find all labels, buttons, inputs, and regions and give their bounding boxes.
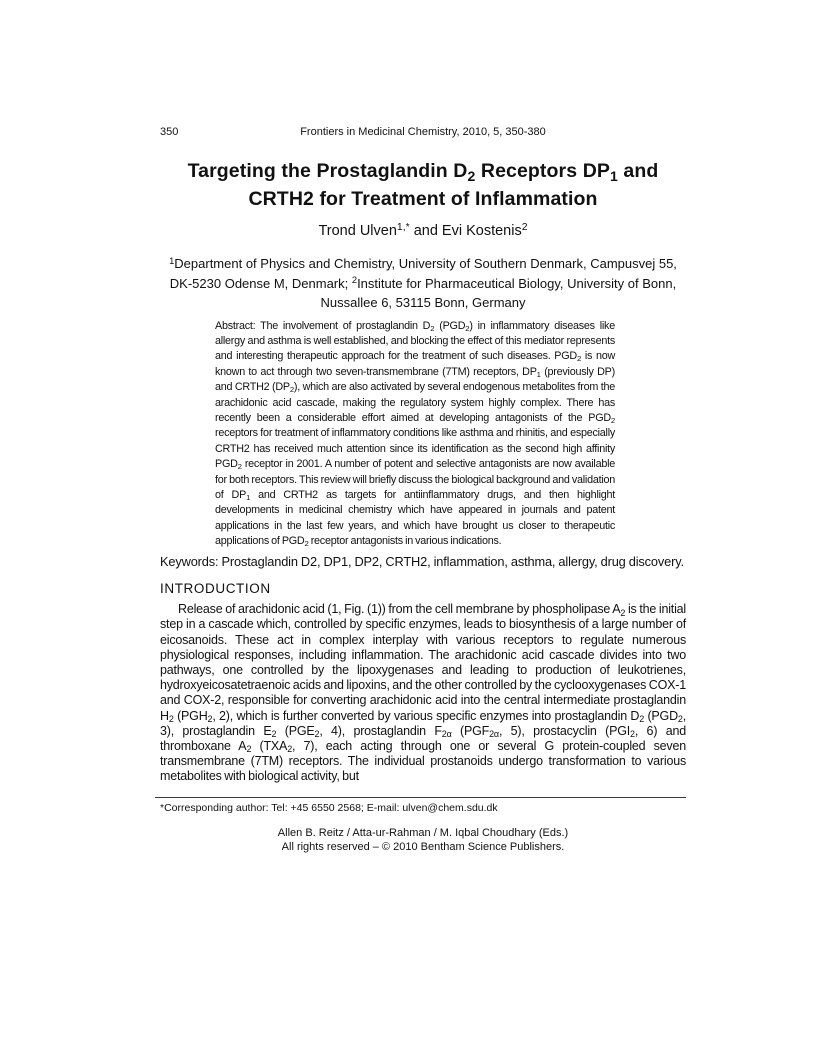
keywords-line	[160, 554, 686, 571]
corresponding-author-footnote: *Corresponding author: Tel: +45 6550 2568; E-mail: ulven@chem.sdu.dk	[160, 801, 498, 814]
footnote-divider	[155, 797, 686, 798]
authors-line: Trond Ulven$^{1,*}$ and Evi Kostenis$^2$	[318, 222, 528, 239]
intro-paragraph: Release of arachidonic acid (1, Fig. (1)) from the cell membrane by phospholipase $A_2$ is the initial step in a cascade which, controlled by specific enzymes, leads to biosynthesis of a large number of eicosanoids. These act in complex interplay with various receptors to regulate numerous physiological responses, including inflammation. The arachidonic acid cascade divides into two pathways, one controlled by the lipoxygenases and leading to production of leukotrienes, hydroxyeicosatetraenoic acids and lipoxins, and the other controlled by the cyclooxygenases COX-1 and COX-2, responsible for converting arachidonic acid into the central intermediate prostaglandin $H_2$ ($PGH_2$, 2), which is further converted by various specific enzymes into prostaglandin $D_2$ ($PGD_2$, 3), prostaglandin $E_2$ ($PGE_2$, 4), prostaglandin $F_{2\alpha}$ ($PGF_{2\alpha}$, 5), prostacyclin ($PGI_2$, 6) and thromboxane $A_2$ ($TXA_2$, 7), each acting through one or several G protein-coupled seven transmembrane (7TM) receptors. The individual prostanoids undergo transformation to various metabolites with biological activity, but	[160, 602, 686, 784]
keywords-text: Prostaglandin D2, DP1, DP2, CRTH2, inflammation, asthma, allergy, drug discovery.	[221, 553, 684, 569]
footer-editors: Allen B. Reitz / Atta-ur-Rahman / M. Iqbal Choudhary (Eds.)	[277, 826, 569, 839]
footer-rights: All rights reserved – © 2010 Bentham Science Publishers.	[281, 840, 565, 853]
page-content	[160, 0, 686, 854]
page-header	[160, 126, 686, 139]
journal-citation: Frontiers in Medicinal Chemistry, 2010, 5, 350-380	[300, 126, 546, 138]
paper-title: Targeting the Prostaglandin $D_2$ Receptors $DP_1$ and CRTH2 for Treatment of Inflammation	[187, 160, 659, 210]
affiliations: $^1$Department of Physics and Chemistry, University of Southern Denmark, Campusvej 55, DK-5230 Odense M, Denmark; $^2$Institute for Pharmaceutical Biology, University of Bonn, Nussallee 6, 53115 Bonn, Germany	[169, 255, 677, 310]
section-heading-introduction: INTRODUCTION	[160, 581, 271, 597]
abstract	[215, 319, 615, 550]
abstract-text: The involvement of prostaglandin $D_2$ $(PGD_2)$ in inflammatory diseases like allergy and asthma is well established, and blocking the effect of this mediator represents and interesting therapeutic approach for the treatment of such diseases. $PGD_2$ is now known to act through two seven-transmembrane (7TM) receptors, $DP_1$ (previously DP) and CRTH2 $(DP_2)$, which are also activated by several endogenous metabolites from the arachidonic acid cascade, making the regulatory system highly complex. There has recently been a considerable effort aimed at developing antagonists of the $PGD_2$ receptors for treatment of inflammatory conditions like asthma and rhinitis, and especially CRTH2 has received much attention since its identification as the second high affinity $PGD_2$ receptor in 2001. A number of potent and selective antagonists are now available for both receptors. This review will briefly discuss the biological background and validation of $DP_1$ and CRTH2 as targets for antiinflammatory drugs, and then highlight developments in medicinal chemistry which have appeared in journals and patent applications in the last few years, and which have brought us closer to therapeutic applications of $PGD_2$ receptor antagonists in various indications.	[215, 319, 615, 549]
keywords-label: Keywords:	[160, 553, 219, 569]
publisher-footer	[160, 826, 686, 854]
abstract-label: Abstract:	[215, 319, 256, 332]
page-number: 350	[160, 126, 179, 138]
